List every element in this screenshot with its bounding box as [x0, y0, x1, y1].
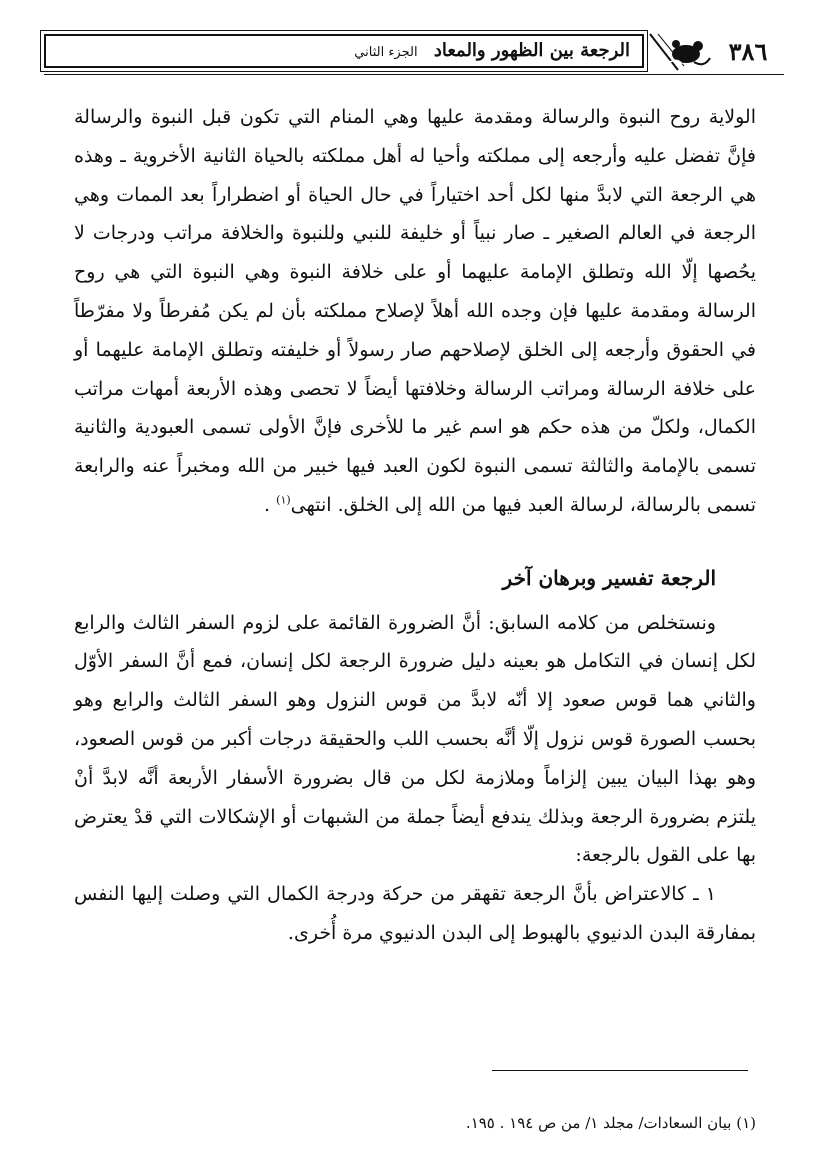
footnote-divider	[492, 1070, 748, 1071]
main-text	[74, 98, 756, 953]
paragraph-2: ونستخلص من كلامه السابق: أنَّ الضرورة القائمة على لزوم السفر الثالث والرابع لكل إنسان في التكامل هو بعينه دليل ضرورة الرجعة لكل إنسان، فمع أنَّ السفر الأوّل والثاني هما قوس صعود إلا أنّه لابدَّ من قوس النزول وهو السفر الثالث والرابع وهو بحسب الصورة قوس نزول إلّا أنَّه بحسب اللب والحقيقة درجات أكبر من قوس الصعود، وهو بهذا البيان يبين إلزاماً وملازمة لكل من قال بضرورة الأسفار الأربعة أنَّه لابدَّ أنْ يلتزم بضرورة الرجعة وبذلك يندفع أيضاً جملة من الشبهات أو الإشكالات التي قدْ يعترض بها على القول بالرجعة:	[74, 611, 756, 867]
volume-label: الجزء الثاني	[354, 45, 418, 60]
page-number: ٣٨٦	[728, 37, 768, 66]
header-divider	[44, 74, 784, 75]
footnote: (١) بيان السعادات/ مجلد ١/ من ص ١٩٤ . ١٩٥.	[465, 1114, 756, 1132]
book-title: الرجعة بين الظهور والمعاد	[433, 40, 630, 61]
running-title	[58, 36, 630, 66]
paragraph-1	[74, 98, 756, 525]
paragraph-1-text: الولاية روح النبوة والرسالة ومقدمة عليها وهي المنام التي تكون قبل النبوة والرسالة فإنَّ تفضل عليه وأرجعه إلى مملكته وأحيا له أهل مملكته بالحياة الثانية الأخروية ـ وهذه هي الرجعة التي لابدَّ منها لكل أحد اختياراً في حال الحياة أو اضطراراً بعد الممات وهي الرجعة في العالم الصغير ـ صار نبياً أو خليفة للنبي وللنبوة والخلافة مراتب ودرجات لا يحُصها إلّا الله وتطلق الإمامة عليهما أو على خلافة النبوة وهي النبوة التي هي روح الرسالة ومقدمة عليها فإن وجده الله أهلاً لإصلاح مملكته بأن لم يكن مُفرطاً ولا مفرّطاً في الحقوق وأرجعه إلى الخلق لإصلاحهم صار رسولاً أو خليفته وتطلق الإمامة عليهما أو على خلافة الرسالة ومراتب الرسالة وخلافتها أيضاً لا تحصى وهذه الأربعة أمهات مراتب الكمال، ولكلّ من هذه حكم هو اسم غير ما للأخرى فإنَّ الأولى تسمى العبودية والثانية تسمى بالإمامة والثالثة تسمى النبوة لكون العبد فيها خبير من الله ومخبراً عنه والرابعة تسمى بالرسالة، لرسالة العبد فيها من الله إلى الخلق. انتهى	[74, 106, 756, 516]
page-header	[44, 30, 784, 74]
floral-ornament-icon	[648, 32, 712, 72]
footnote-reference: (١)	[276, 493, 291, 507]
title-frame	[44, 34, 644, 68]
section-heading: الرجعة تفسير وبرهان آخر	[502, 565, 716, 590]
paragraph-1-end: .	[264, 493, 271, 516]
paragraph-3: ١ ـ كالاعتراض بأنَّ الرجعة تقهقر من حركة ودرجة الكمال التي وصلت إليها النفس بمفارقة البدن الدنيوي بالهبوط إلى البدن الدنيوي مرة أُخرى.	[74, 883, 756, 944]
